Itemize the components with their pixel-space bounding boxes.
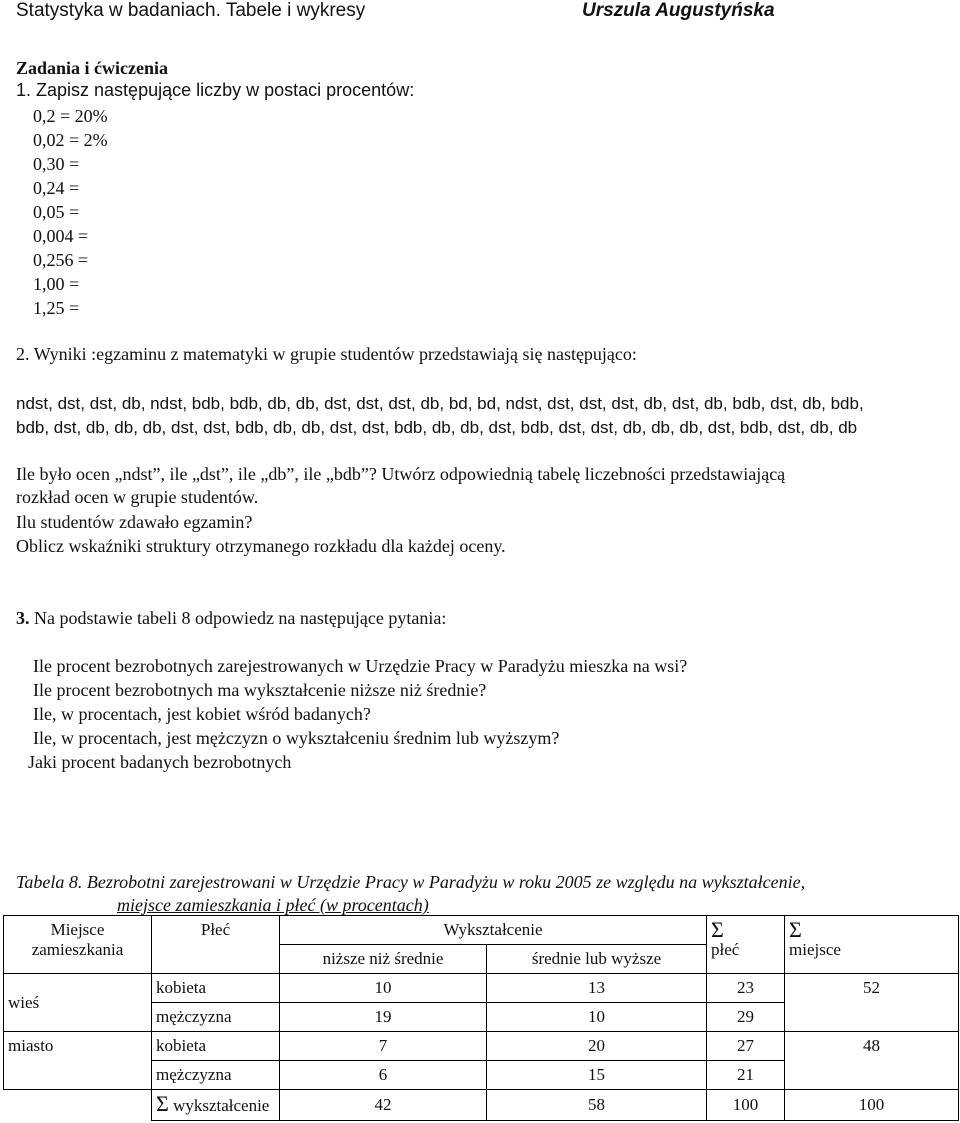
- cell-sum-place: 52: [785, 974, 959, 1032]
- sigma-symbol: Σ: [789, 917, 802, 942]
- header-sex: Płeć: [152, 916, 280, 974]
- task2-prompt: [16, 344, 637, 365]
- cell-high: 13: [487, 974, 707, 1003]
- task1-item: 0,24 =: [33, 178, 80, 198]
- sigma-symbol: Σ: [156, 1091, 169, 1116]
- header-sum-sex-label: płeć: [711, 940, 740, 959]
- cell-sex: kobieta: [152, 1032, 280, 1061]
- task3-prompt-text: Na podstawie tabeli 8 odpowiedz na następujące pytania:: [34, 608, 447, 628]
- header-edu-low: niższe niż średnie: [280, 945, 487, 974]
- total-label: [152, 1090, 280, 1121]
- task1-item: 1,00 =: [33, 274, 80, 294]
- header-place: [4, 916, 152, 974]
- task1-item: 0,05 =: [33, 202, 80, 222]
- task3-question: Ile, w procentach, jest kobiet wśród badanych?: [33, 704, 371, 724]
- task2-question: Ilu studentów zdawało egzamin?: [16, 512, 253, 532]
- task3-number: 3.: [16, 608, 30, 628]
- task2-prompt-text: Wyniki :egzaminu z matematyki w grupie studentów przedstawiają się następująco:: [33, 344, 637, 364]
- total-low: 42: [280, 1090, 487, 1121]
- task2-data-line: ndst, dst, dst, db, ndst, bdb, bdb, db, db, dst, dst, dst, db, bd, bd, ndst, dst, dst, dst, db, dst, db, bdb, dst, db, bdb,: [16, 394, 864, 413]
- cell-sum-sex: 29: [707, 1003, 785, 1032]
- task2-question: rozkład ocen w grupie studentów.: [16, 487, 259, 507]
- header-education: Wykształcenie: [280, 916, 707, 945]
- sigma-symbol: Σ: [711, 917, 724, 942]
- header-sum-sex: [707, 916, 785, 974]
- total-sum-place: 100: [785, 1090, 959, 1121]
- task3-question: Jaki procent badanych bezrobotnych: [28, 752, 292, 772]
- task3-question: Ile, w procentach, jest mężczyzn o wykształceniu średnim lub wyższym?: [33, 728, 560, 748]
- cell-low: 7: [280, 1032, 487, 1061]
- table-row: [4, 1032, 959, 1061]
- cell-high: 10: [487, 1003, 707, 1032]
- task1-item: 0,30 =: [33, 154, 80, 174]
- task3-question: Ile procent bezrobotnych ma wykształcenie niższe niż średnie?: [33, 680, 487, 700]
- cell-sum-place: 48: [785, 1032, 959, 1090]
- cell-sum-sex: 21: [707, 1061, 785, 1090]
- cell-sum-sex: 23: [707, 974, 785, 1003]
- cell-place: wieś: [4, 974, 152, 1032]
- table-caption-line1: Tabela 8. Bezrobotni zarejestrowani w Urzędzie Pracy w Paradyżu w roku 2005 ze względu na wykształcenie,: [16, 872, 806, 892]
- cell-low: 6: [280, 1061, 487, 1090]
- task1-item: 0,2 = 20%: [33, 106, 108, 126]
- task2-question: Ile było ocen „ndst”, ile „dst”, ile „db”, ile „bdb”? Utwórz odpowiednią tabelę liczebności przedstawiającą: [16, 464, 786, 484]
- header-author: Urszula Augustyńska: [582, 0, 775, 21]
- table-header-row: [4, 916, 959, 945]
- cell-high: 15: [487, 1061, 707, 1090]
- task1-item: 0,256 =: [33, 250, 89, 270]
- header-edu-high: średnie lub wyższe: [487, 945, 707, 974]
- total-label-text: wykształcenie: [173, 1096, 270, 1115]
- cell-place: miasto: [4, 1032, 152, 1090]
- cell-sum-sex: 27: [707, 1032, 785, 1061]
- table-row: [4, 974, 959, 1003]
- task1-prompt: 1. Zapisz następujące liczby w postaci procentów:: [16, 80, 415, 100]
- header-place-line2: zamieszkania: [31, 940, 124, 959]
- cell-sex: mężczyzna: [152, 1003, 280, 1032]
- cell-sex: mężczyzna: [152, 1061, 280, 1090]
- task2-data-line: bdb, dst, db, db, db, dst, dst, bdb, db, db, dst, dst, bdb, db, db, dst, bdb, dst, dst, db, db, db, dst, bdb, dst, db, db: [16, 418, 858, 437]
- header-sum-place-label: miejsce: [789, 940, 841, 959]
- task1-item: 1,25 =: [33, 298, 80, 318]
- header-sum-place: [785, 916, 959, 974]
- table-total-row: [4, 1090, 959, 1121]
- cell-low: 10: [280, 974, 487, 1003]
- header-place-line1: Miejsce: [50, 920, 105, 939]
- task2-question: Oblicz wskaźniki struktury otrzymanego rozkładu dla każdej oceny.: [16, 536, 506, 556]
- table-caption-line2: miejsce zamieszkania i płeć (w procentach): [117, 895, 429, 915]
- task1-item: 0,02 = 2%: [33, 130, 108, 150]
- empty-cell: [4, 1090, 152, 1121]
- cell-low: 19: [280, 1003, 487, 1032]
- total-high: 58: [487, 1090, 707, 1121]
- header-left-title: Statystyka w badaniach. Tabele i wykresy: [16, 0, 366, 21]
- task1-item: 0,004 =: [33, 226, 89, 246]
- task3-prompt: [16, 608, 446, 629]
- cell-high: 20: [487, 1032, 707, 1061]
- task2-number: 2.: [16, 344, 30, 364]
- data-table: [3, 915, 959, 1121]
- total-sum-sex: 100: [707, 1090, 785, 1121]
- task3-question: Ile procent bezrobotnych zarejestrowanych w Urzędzie Pracy w Paradyżu mieszka na wsi?: [33, 656, 688, 676]
- cell-sex: kobieta: [152, 974, 280, 1003]
- section-title: Zadania i ćwiczenia: [16, 58, 168, 78]
